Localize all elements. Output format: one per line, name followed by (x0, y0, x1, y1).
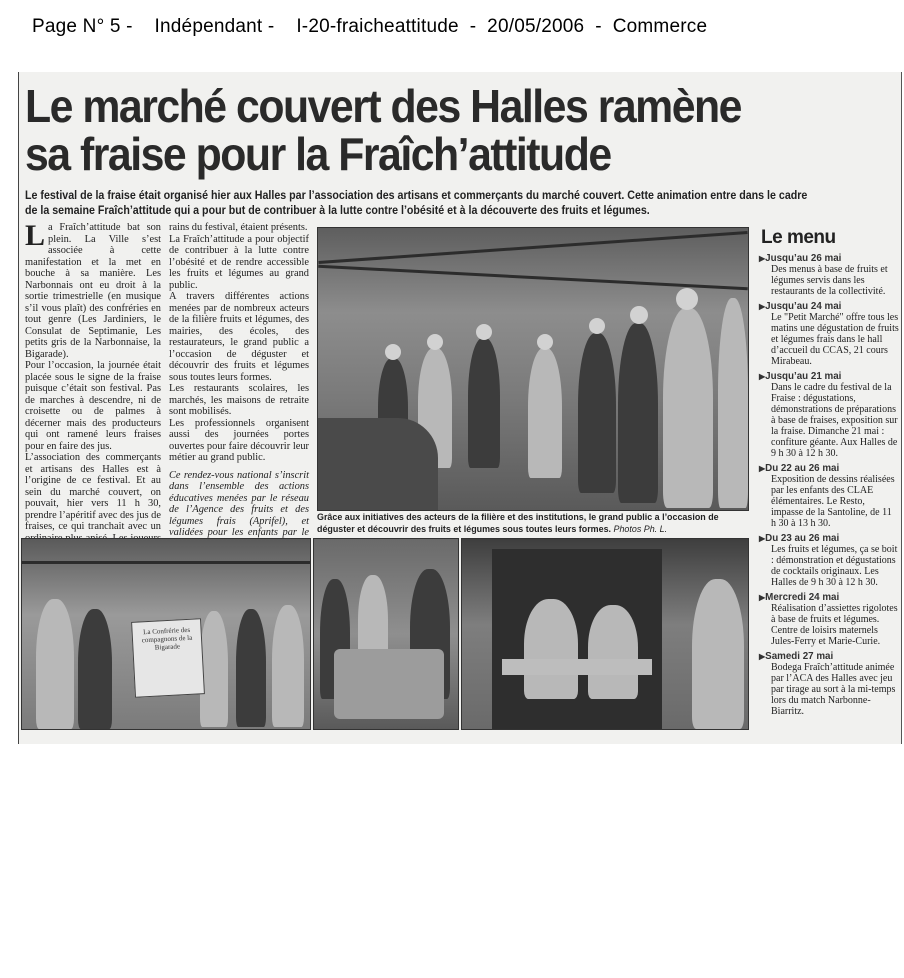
person-figure (524, 599, 578, 699)
event-date: ▶ Du 22 au 26 mai (759, 463, 899, 474)
event-text: Des menus à base de fruits et légumes servis dans les restaurants de la collectivité. (771, 264, 888, 297)
person-figure (692, 579, 744, 729)
person-head (676, 288, 698, 310)
menu-event (759, 533, 899, 588)
column-2-paragraph-3: A travers différentes actions menées par de nombreux acteurs de la filière fruits et légumes, des mairies, des écoles, des restaurateurs, le grand public a l’occasion de déguster et découvrir des fruits et légumes sous toutes leurs formes. (169, 291, 309, 383)
event-date: ▶ Mercredi 24 mai (759, 592, 899, 603)
column-2-paragraph-2: La Fraîch’attitude a pour objectif de contribuer à la lutte contre l’obésité et de rendre accessible les fruits et légumes au grand public. (169, 233, 309, 291)
event-text: Dans le cadre du festival de la Fraise : dégustations, démonstrations de préparations à base de fraises, exposition sur la fraise. Dimanche 21 mai : confiture géante. Aux Halles de 9 h 30 à 12 h 30. (771, 382, 898, 459)
article-column-2 (169, 222, 309, 562)
photo-tasting-table (313, 538, 459, 730)
menu-event (759, 301, 899, 367)
menu-event (759, 651, 899, 717)
event-date: ▶ Samedi 27 mai (759, 651, 899, 662)
person-figure (468, 338, 500, 468)
article-column-1 (25, 219, 161, 567)
column-2-paragraph-1: rains du festival, étaient présents. (169, 222, 308, 233)
roof-beam (318, 265, 748, 291)
person-figure (78, 609, 112, 729)
article-lede: Le festival de la fraise était organisé hier aux Halles par l’association des artisans et commerçants du marché couvert. Cette animation entre dans le cadre de la semaine Fraîch’attitude qui a pour but de contribuer à la lutte contre l’obésité et à la découverte des fruits et légumes. (25, 188, 808, 217)
roof-beam (318, 231, 747, 264)
event-text: Réalisation d’assiettes rigolotes à base de fruits et légumes. Centre de loisirs maternels Jules-Ferry et Marie-Curie. (771, 603, 898, 647)
column-2-paragraph-4: Les restaurants scolaires, les marchés, les maisons de retraite sont mobilisés. (169, 383, 309, 417)
photo-caption: Grâce aux initiatives des acteurs de la filière et des institutions, le grand public a l’occasion de déguster et découvrir des fruits et légumes sous toutes leurs formes. Photos Ph. L. (317, 512, 719, 535)
person-head (476, 324, 492, 340)
strawberry-stall (318, 418, 438, 510)
page-header: Page N° 5 - Indépendant - I-20-fraicheattitude - 20/05/2006 - Commerce (32, 16, 708, 37)
person-head (589, 318, 605, 334)
person-figure (236, 609, 266, 727)
person-figure (588, 605, 638, 699)
person-figure (528, 348, 562, 478)
headline-line-1: Le marché couvert des Halles ramène (25, 80, 741, 132)
person-figure (272, 605, 304, 727)
person-figure (618, 323, 658, 503)
drop-cap: L (25, 219, 46, 252)
column-2-paragraph-5: Les professionnels organisent aussi des journées portes ouvertes pour faire découvrir leur métier au grand public. (169, 417, 309, 463)
person-figure (36, 599, 74, 729)
confrerie-sign-board: La Confrérie des compagnons de la Bigarade (131, 618, 205, 698)
event-text: Le "Petit Marché" offre tous les matins une dégustation de fruits et légumes frais dans le hall d’accueil du CCAS, 21 cours Mirabeau. (771, 312, 899, 367)
person-head (427, 334, 443, 350)
event-date: ▶ Jusqu’au 21 mai (759, 371, 899, 382)
event-text: Exposition de dessins réalisées par les enfants des CLAE élémentaires. Le Resto, impasse de la Santoline, de 11 h 30 à 13 h 30. (771, 474, 895, 529)
menu-event (759, 463, 899, 529)
person-figure (718, 298, 748, 508)
event-date: ▶ Du 23 au 26 mai (759, 533, 899, 544)
event-date: ▶ Jusqu’au 24 mai (759, 301, 899, 312)
column-1-paragraph-1: La Fraîch’attitude bat son plein. La Ville s’est associée à cette manifestation et la met en bouche à sa manière. Les Narbonnais ont eu droit à la sortie trimestrielle (en musique s’il vous plaît) des confréries en tout genre (Les Jardiniers, le Consulat de Septimanie, Les petits gris de la Narbonnaise, la Bigarade). (25, 219, 161, 360)
article-headline (25, 82, 825, 178)
menu-event (759, 253, 899, 297)
event-date: ▶ Jusqu’au 26 mai (759, 253, 899, 264)
roof-beam (22, 561, 310, 564)
headline-line-2: sa fraise pour la Fraîch’attitude (25, 128, 611, 180)
photo-juice-stand (461, 538, 749, 730)
menu-event (759, 592, 899, 647)
menu-event (759, 371, 899, 459)
stand-counter (502, 659, 652, 675)
menu-title: Le menu (761, 227, 836, 248)
fruit-table (334, 649, 444, 719)
person-head (630, 306, 648, 324)
person-head (537, 334, 553, 350)
photo-credit: Photos Ph. L. (613, 523, 668, 535)
column-1-paragraph-2: Pour l’occasion, la journée était placée sous le signe de la fraise puisque c’était son festival. Pas de marches à descendre, ni de croisette ou de palmes à décerner mais des producteurs qui ont ramené leurs fraises pour en faire des jus. (25, 360, 161, 452)
person-figure (200, 611, 228, 727)
person-head (385, 344, 401, 360)
event-text: Les fruits et légumes, ça se boit : démonstration et dégustations de cocktails originaux. Les Halles de 9 h 30 à 12 h 30. (771, 544, 898, 588)
column-1-paragraph-3: L’association des commerçants et artisans des Halles est à l’origine de ce festival. Et au sein du marché couvert, on pouvait, hier vers 11 h 30, prendre l’apéritif avec des jus de fraises, ce qui tranchait avec un (25, 452, 161, 532)
person-figure (663, 308, 713, 508)
column-2-note: Ce rendez-vous national s’inscrit dans l’ensemble des actions éducatives menées par le réseau de l’Agence des fruits et des légumes frais (Aprifel), et validées pour les enfants par le (169, 469, 309, 538)
person-figure (578, 333, 616, 493)
newspaper-clipping (18, 72, 902, 744)
menu-sidebar (759, 227, 899, 721)
main-photo-market-crowd (317, 227, 749, 511)
event-text: Bodega Fraîch’attitude animée par l’ACA des Halles avec jeu par tirage au sort à la mi-temps lors du match Narbonne-Biarritz. (771, 662, 896, 717)
